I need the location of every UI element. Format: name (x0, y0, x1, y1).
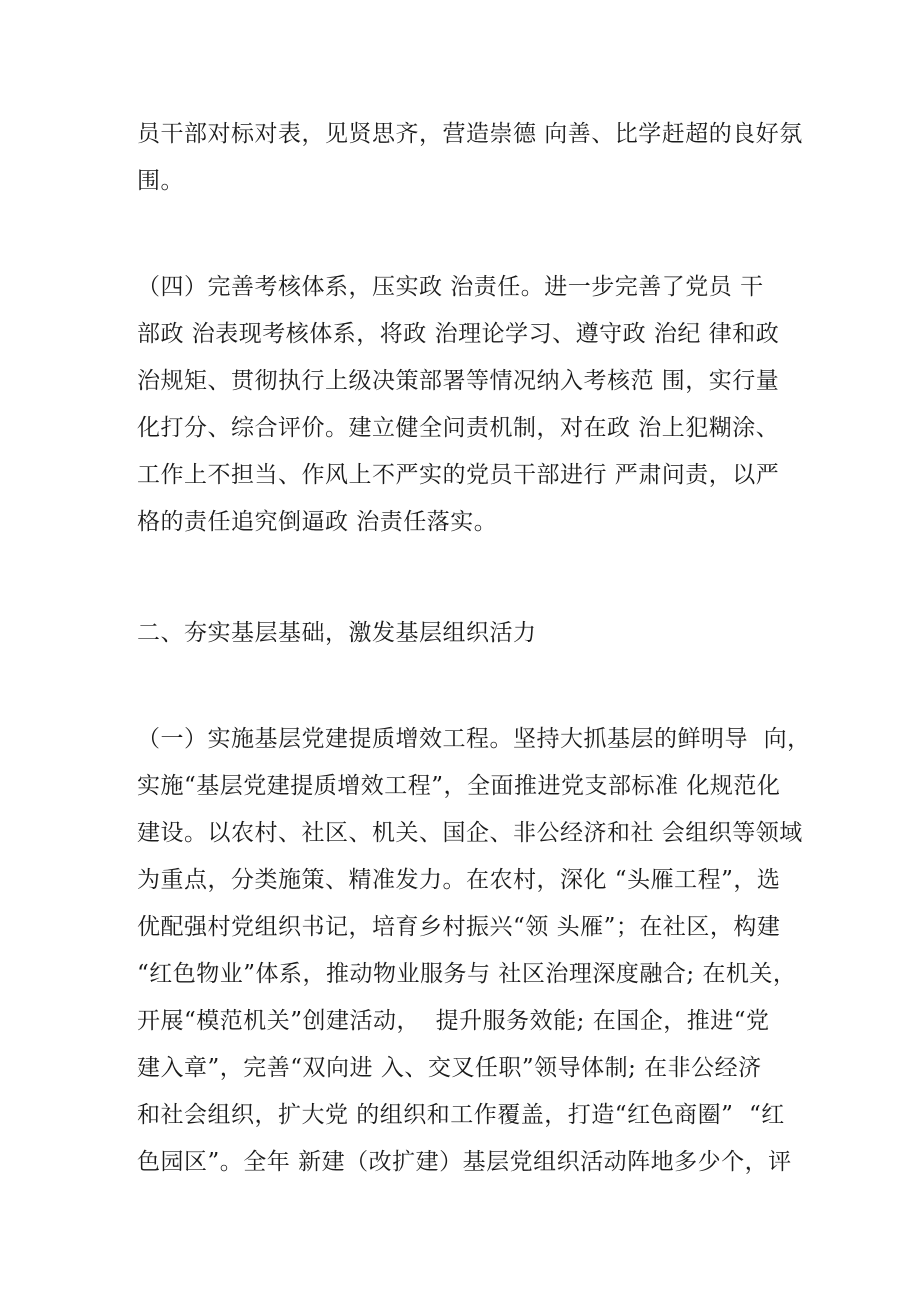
para3-line-2: 实施“基层党建提质增效工程”，全面推进党支部标准 化规范化 (137, 773, 781, 799)
para2-line-3: 治规矩、贯彻执行上级决策部署等情况纳入考核范 围，实行量 (137, 368, 780, 394)
para2-line-5: 工作上不担当、作风上不严实的党员干部进行 严肃问责，以严 (137, 462, 780, 488)
para3-line-3: 建设。以农村、社区、机关、国企、非公经济和社 会组织等领域 (137, 820, 803, 846)
section-heading-2: 二、夯实基层基础，激发基层组织活力 (137, 620, 537, 646)
para3-line-6: “红色物业”体系，推动物业服务与 社区治理深度融合; 在机关， (137, 961, 797, 987)
para2-line-6: 格的责任追究倒逼政 治责任落实。 (137, 509, 498, 535)
para3-line-9: 和社会组织，扩大党 的组织和工作覆盖，打造“红色商圈” “红 (137, 1102, 785, 1128)
para3-line-10: 色园区”。全年 新建（改扩建）基层党组织活动阵地多少个，评 (137, 1149, 792, 1175)
para1-line-1: 员干部对标对表，见贤思齐，营造崇德 向善、比学赶超的良好氛 (137, 121, 803, 147)
para3-line-7: 开展“模范机关”创建活动， 提升服务效能; 在国企，推进“党 (137, 1008, 770, 1034)
para3-line-4: 为重点，分类施策、精准发力。在农村，深化 “头雁工程”，选 (137, 867, 781, 893)
para2-line-4: 化打分、综合评价。建立健全问责机制，对在政 治上犯糊涂、 (137, 415, 780, 441)
para3-line-5: 优配强村党组织书记，培育乡村振兴“领 头雁”；在社区，构建 (137, 914, 781, 940)
para3-line-1: （一）实施基层党建提质增效工程。坚持大抓基层的鲜明导 向， (137, 726, 811, 752)
para3-line-8: 建入章”，完善“双向进 入、交叉任职”领导体制; 在非公经济 (137, 1055, 762, 1081)
para1-line-2: 围。 (137, 168, 184, 194)
para2-line-2: 部政 治表现考核体系，将政 治理论学习、遵守政 治纪 律和政 (137, 321, 780, 347)
para2-line-1: （四）完善考核体系，压实政 治责任。进一步完善了党员 干 (137, 274, 764, 300)
